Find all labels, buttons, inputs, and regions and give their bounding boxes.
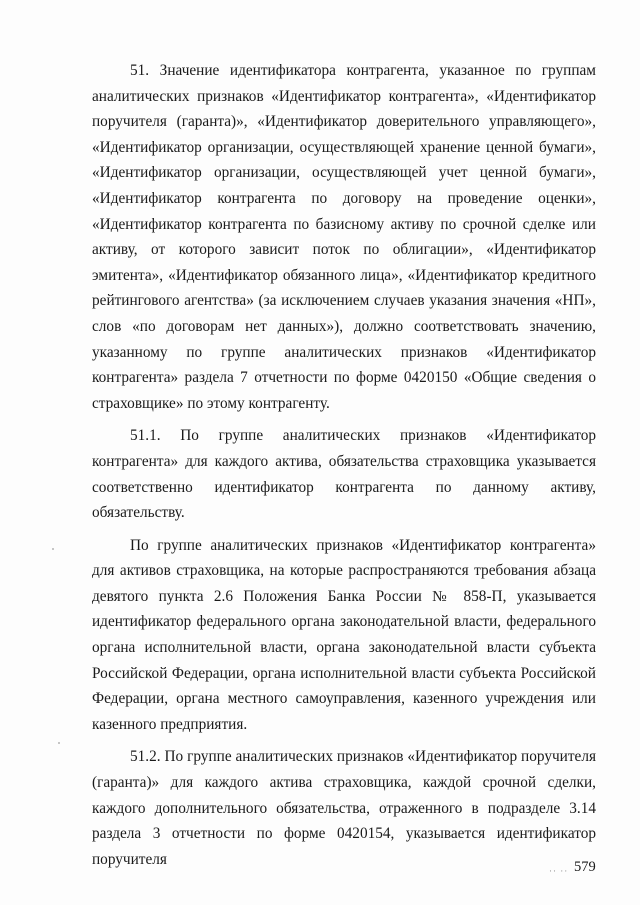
scan-artifact-dot	[52, 548, 54, 550]
page-number: 579	[574, 859, 596, 875]
scan-artifact-mark: ·· ··	[549, 866, 569, 876]
paragraph-51-2: 51.2. По группе аналитических признаков «Идентификатор поручителя (гаранта)» для каждого актива страховщика, каждой срочной сделки, каждого дополнительного обязательства, отраженного в подразделе 3.14 раздела 3 отчетности по форме 0420154, указывается идентификатор поручителя	[92, 748, 596, 868]
paragraph-51-1-assets: По группе аналитических признаков «Идентификатор контрагента» для активов страховщика, на которые распространяются требования абзаца девятого пункта 2.6 Положения Банка России № 858-П, указывается идентификатор федерального органа законодательной власти, федерального органа исполнительной власти, органа законодательной власти субъекта Российской Федерации, органа исполнительной власти субъекта Российской Федерации, органа местного самоуправления, казенного учреждения или казенного предприятия.	[92, 536, 596, 733]
document-body	[92, 58, 596, 872]
paragraph-51-1: 51.1. По группе аналитических признаков «Идентификатор контрагента» для каждого актива, обязательства страховщика указывается соответственно идентификатор контрагента по данному активу, обязательству.	[92, 427, 596, 522]
paragraph-51: 51. Значение идентификатора контрагента, указанное по группам аналитических признаков «Идентификатор контрагента», «Идентификатор поручителя (гаранта)», «Идентификатор доверительного управляющего», «Идентификатор организации, осуществляющей хранение ценной бумаги», «Идентификатор организации, осуществляющей учет ценной бумаги», «Идентификатор контрагента по договору на проведение оценки», «Идентификатор контрагента по базисному активу по срочной сделке или активу, от которого зависит поток по облигации», «Идентификатор эмитента», «Идентификатор обязанного лица», «Идентификатор кредитного рейтингового агентства» (за исключением случаев указания значения «НП», слов «по договорам нет данных»), должно соответствовать значению, указанному по группе аналитических признаков «Идентификатор контрагента» раздела 7 отчетности по форме 0420150 «Общие сведения о страховщике» по этому контрагенту.	[92, 62, 596, 412]
scan-artifact-dot	[58, 742, 60, 744]
